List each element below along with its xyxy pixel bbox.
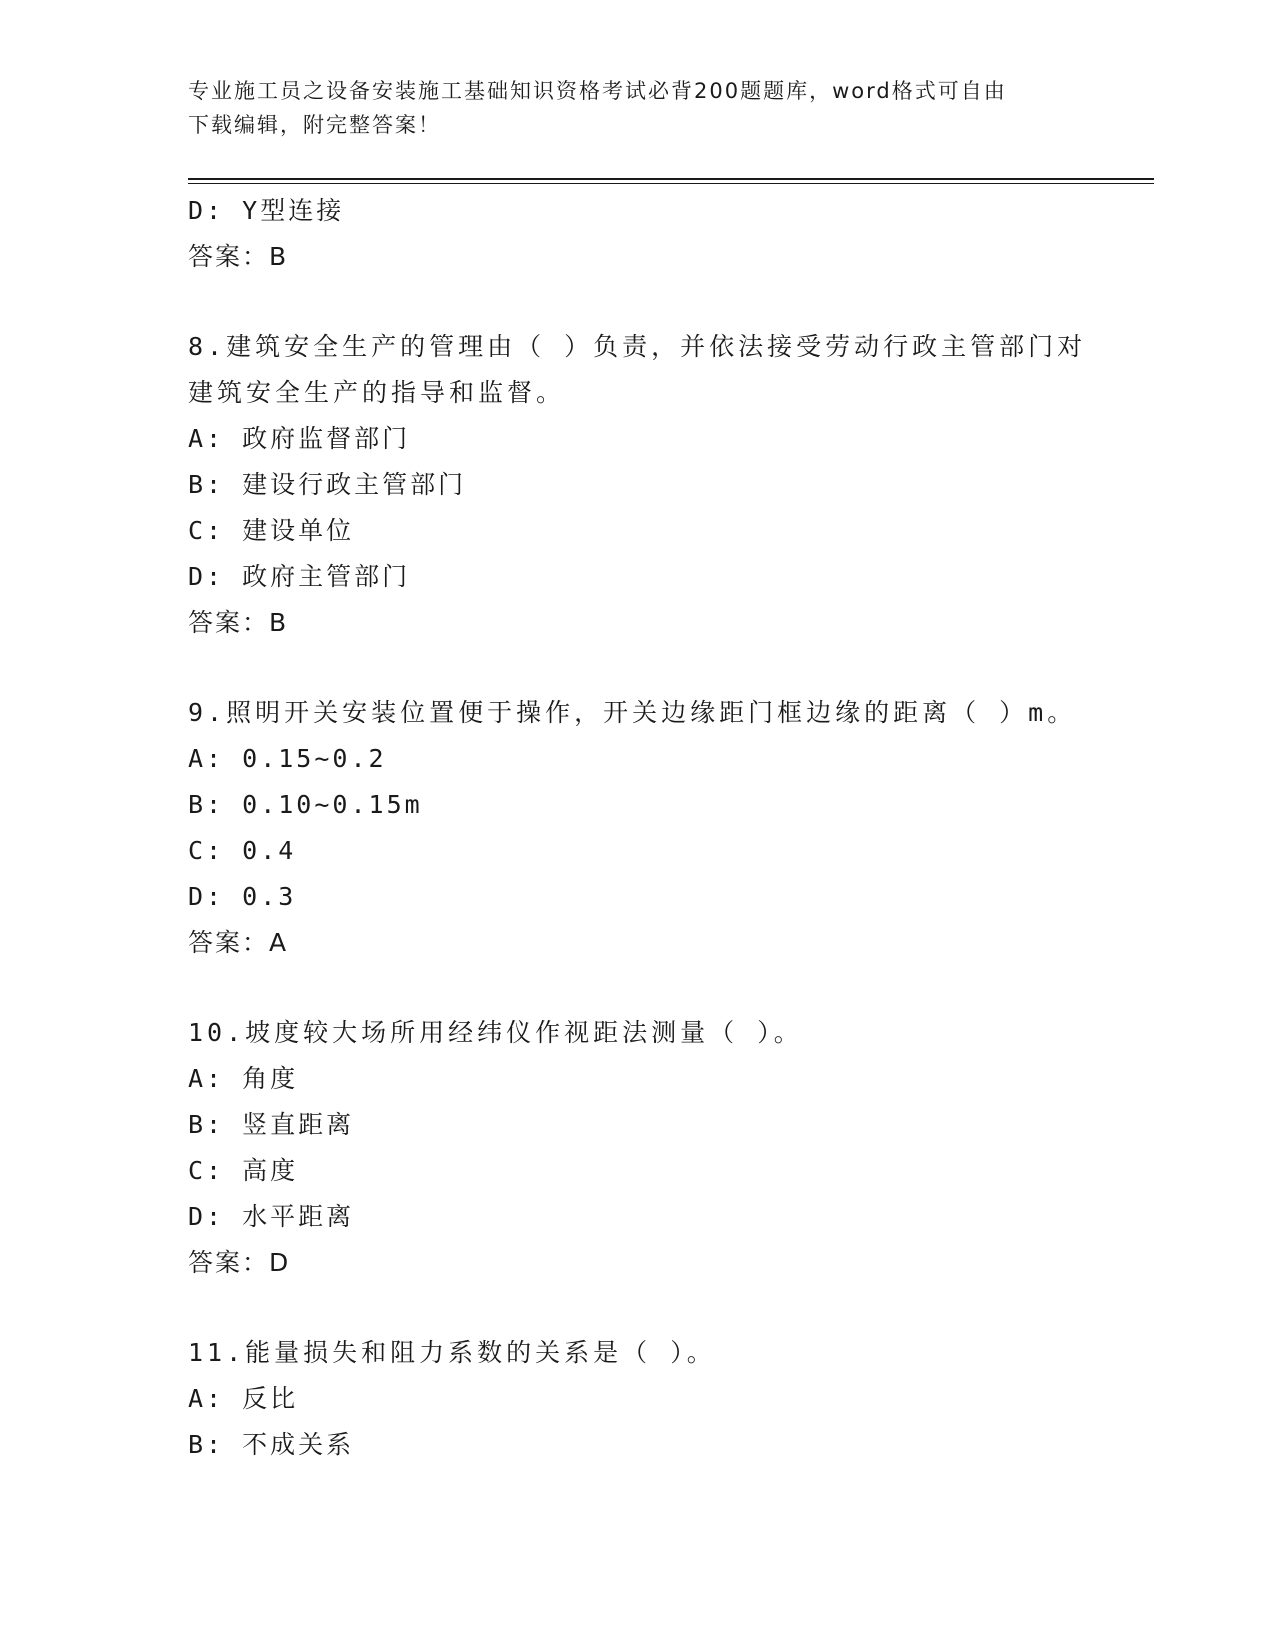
option-b: B: 竖直距离: [188, 1110, 355, 1139]
question-stem: 9.照明开关安装位置便于操作，开关边缘距门框边缘的距离（ ）m。: [188, 698, 1077, 727]
question-11: [188, 1330, 1148, 1468]
document-header: [188, 74, 1088, 142]
spacer: [188, 646, 1148, 690]
question-9: [188, 690, 1148, 966]
option-a: A: 0.15~0.2: [188, 744, 387, 773]
answer: 答案：B: [188, 608, 289, 637]
question-7-tail: [188, 188, 1148, 280]
option-b: B: 0.10~0.15m: [188, 790, 423, 819]
question-stem: 建筑安全生产的指导和监督。: [188, 378, 566, 407]
header-rule-thin: [188, 183, 1154, 184]
answer: 答案：B: [188, 242, 289, 271]
spacer: [188, 966, 1148, 1010]
answer: 答案：D: [188, 1248, 291, 1277]
option-d: D: Y型连接: [188, 196, 345, 225]
option-a: A: 角度: [188, 1064, 299, 1093]
question-10: [188, 1010, 1148, 1286]
option-d: D: 水平距离: [188, 1202, 355, 1231]
header-rule-thick: [188, 178, 1154, 180]
question-8: [188, 324, 1148, 646]
option-d: D: 0.3: [188, 882, 297, 911]
question-list: [188, 188, 1148, 1468]
option-a: A: 政府监督部门: [188, 424, 411, 453]
question-stem: 11.能量损失和阻力系数的关系是（ ）。: [188, 1338, 716, 1367]
spacer: [188, 1286, 1148, 1330]
question-stem: 8.建筑安全生产的管理由（ ）负责，并依法接受劳动行政主管部门对: [188, 332, 1087, 361]
option-a: A: 反比: [188, 1384, 299, 1413]
spacer: [188, 280, 1148, 324]
option-c: C: 高度: [188, 1156, 299, 1185]
header-line-1: 专业施工员之设备安装施工基础知识资格考试必背200题题库，word格式可自由: [188, 79, 1007, 103]
option-c: C: 0.4: [188, 836, 297, 865]
option-b: B: 建设行政主管部门: [188, 470, 467, 499]
answer: 答案：A: [188, 928, 289, 957]
question-stem: 10.坡度较大场所用经纬仪作视距法测量（ ）。: [188, 1018, 803, 1047]
option-c: C: 建设单位: [188, 516, 355, 545]
header-line-2: 下载编辑，附完整答案！: [188, 113, 441, 137]
option-b: B: 不成关系: [188, 1430, 355, 1459]
option-d: D: 政府主管部门: [188, 562, 411, 591]
